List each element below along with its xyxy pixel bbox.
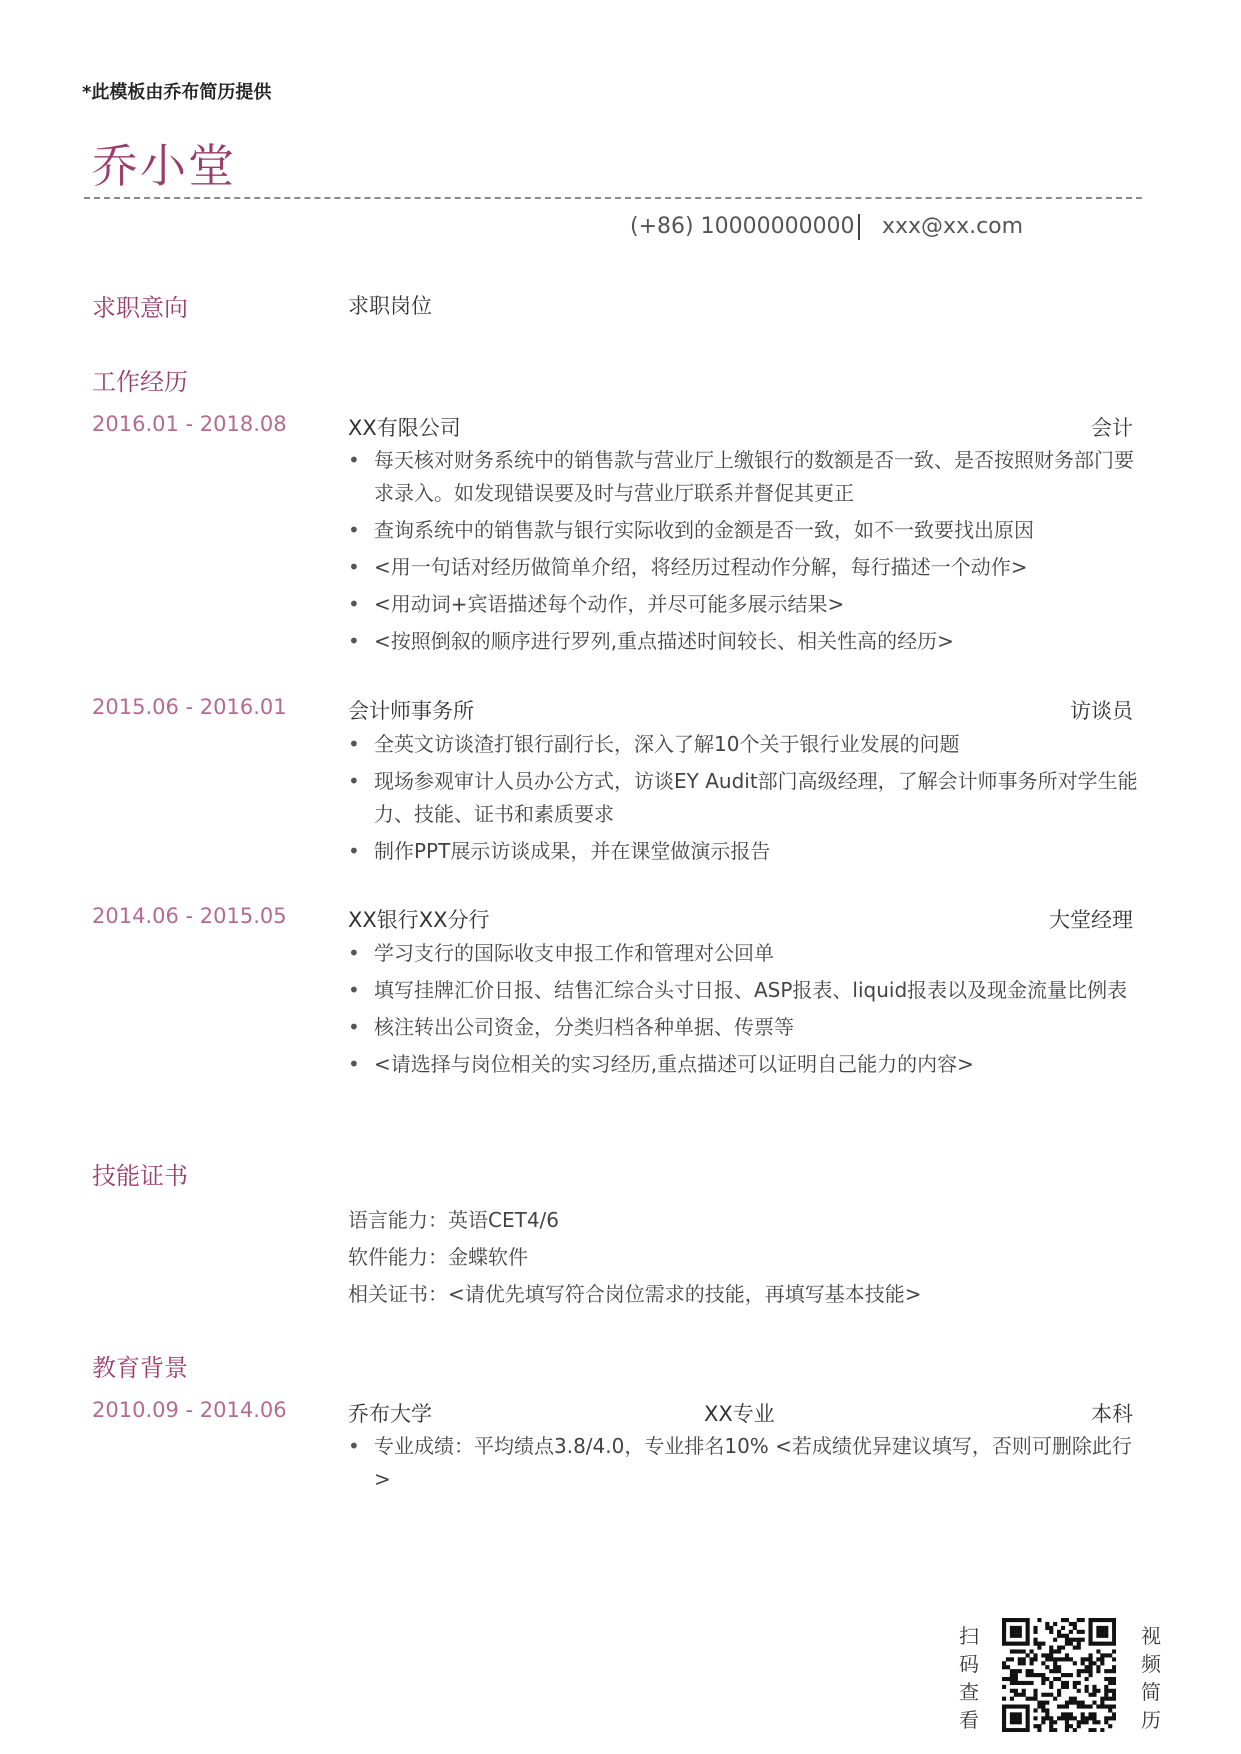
section-title-education: 教育背景: [92, 1354, 188, 1382]
qr-caption-char: 视: [1141, 1624, 1161, 1648]
work-org: XX有限公司: [348, 416, 461, 440]
objective-value: 求职岗位: [348, 294, 432, 318]
work-org: 会计师事务所: [348, 699, 474, 723]
education-major: XX专业: [704, 1402, 775, 1426]
qr-caption-char: 码: [959, 1652, 979, 1676]
section-title-work: 工作经历: [92, 368, 188, 396]
work-date: 2016.01 - 2018.08: [92, 412, 287, 436]
list-item: • <用一句话对经历做简单介绍，将经历过程动作分解，每行描述一个动作>: [348, 551, 1138, 584]
qr-caption-char: 查: [959, 1680, 979, 1704]
work-role: 会计: [1091, 416, 1133, 440]
list-item: • 专业成绩：平均绩点3.8/4.0，专业排名10% <若成绩优异建议填写，否则可删除此行>: [348, 1430, 1138, 1496]
qr-code-graphic: [1002, 1618, 1116, 1732]
work-role: 访谈员: [1070, 699, 1133, 723]
header-divider: [84, 197, 1142, 199]
template-note: *此模板由乔布简历提供: [82, 82, 272, 103]
qr-caption-char: 扫: [959, 1624, 979, 1648]
work-role: 大堂经理: [1049, 908, 1133, 932]
list-item: • <用动词+宾语描述每个动作，并尽可能多展示结果>: [348, 588, 1138, 621]
qr-caption-left: [958, 1622, 980, 1734]
list-item: • <按照倒叙的顺序进行罗列,重点描述时间较长、相关性高的经历>: [348, 625, 1138, 658]
skill-line: 相关证书：<请优先填写符合岗位需求的技能，再填写基本技能>: [348, 1282, 922, 1306]
qr-caption-char: 看: [959, 1708, 979, 1732]
education-school: 乔布大学: [348, 1402, 432, 1426]
work-bullets: [348, 444, 1138, 662]
list-item: • 每天核对财务系统中的销售款与营业厅上缴银行的数额是否一致、是否按照财务部门要求录入。如发现错误要及时与营业厅联系并督促其更正: [348, 444, 1138, 510]
list-item: • <请选择与岗位相关的实习经历,重点描述可以证明自己能力的内容>: [348, 1048, 1138, 1081]
list-item: • 填写挂牌汇价日报、结售汇综合头寸日报、ASP报表、liquid报表以及现金流量比例表: [348, 974, 1138, 1007]
qr-caption-char: 历: [1141, 1708, 1161, 1732]
work-bullets: [348, 728, 1138, 872]
contact-separator: [858, 214, 860, 240]
section-title-objective: 求职意向: [92, 294, 188, 322]
qr-code-icon[interactable]: [1002, 1618, 1116, 1732]
work-date: 2014.06 - 2015.05: [92, 904, 287, 928]
list-item: • 现场参观审计人员办公方式，访谈EY Audit部门高级经理，了解会计师事务所对学生能力、技能、证书和素质要求: [348, 765, 1138, 831]
work-org: XX银行XX分行: [348, 908, 490, 932]
email-address[interactable]: xxx@xx.com: [882, 214, 1024, 239]
skill-line: 语言能力：英语CET4/6: [348, 1208, 560, 1232]
section-title-skills: 技能证书: [92, 1162, 188, 1190]
qr-caption-char: 频: [1141, 1652, 1161, 1676]
education-date: 2010.09 - 2014.06: [92, 1398, 287, 1422]
qr-caption-right: [1140, 1622, 1162, 1734]
phone-number: (+86) 10000000000: [630, 214, 855, 239]
list-item: • 核注转出公司资金，分类归档各种单据、传票等: [348, 1011, 1138, 1044]
work-bullets: [348, 937, 1138, 1085]
qr-caption-char: 简: [1141, 1680, 1161, 1704]
education-bullets: [348, 1430, 1138, 1500]
candidate-name: 乔小堂: [92, 139, 236, 193]
list-item: • 查询系统中的销售款与银行实际收到的金额是否一致，如不一致要找出原因: [348, 514, 1138, 547]
education-degree: 本科: [1091, 1402, 1133, 1426]
work-date: 2015.06 - 2016.01: [92, 695, 287, 719]
list-item: • 制作PPT展示访谈成果，并在课堂做演示报告: [348, 835, 1138, 868]
list-item: • 学习支行的国际收支申报工作和管理对公回单: [348, 937, 1138, 970]
list-item: • 全英文访谈渣打银行副行长，深入了解10个关于银行业发展的问题: [348, 728, 1138, 761]
skill-line: 软件能力：金蝶软件: [348, 1245, 528, 1269]
